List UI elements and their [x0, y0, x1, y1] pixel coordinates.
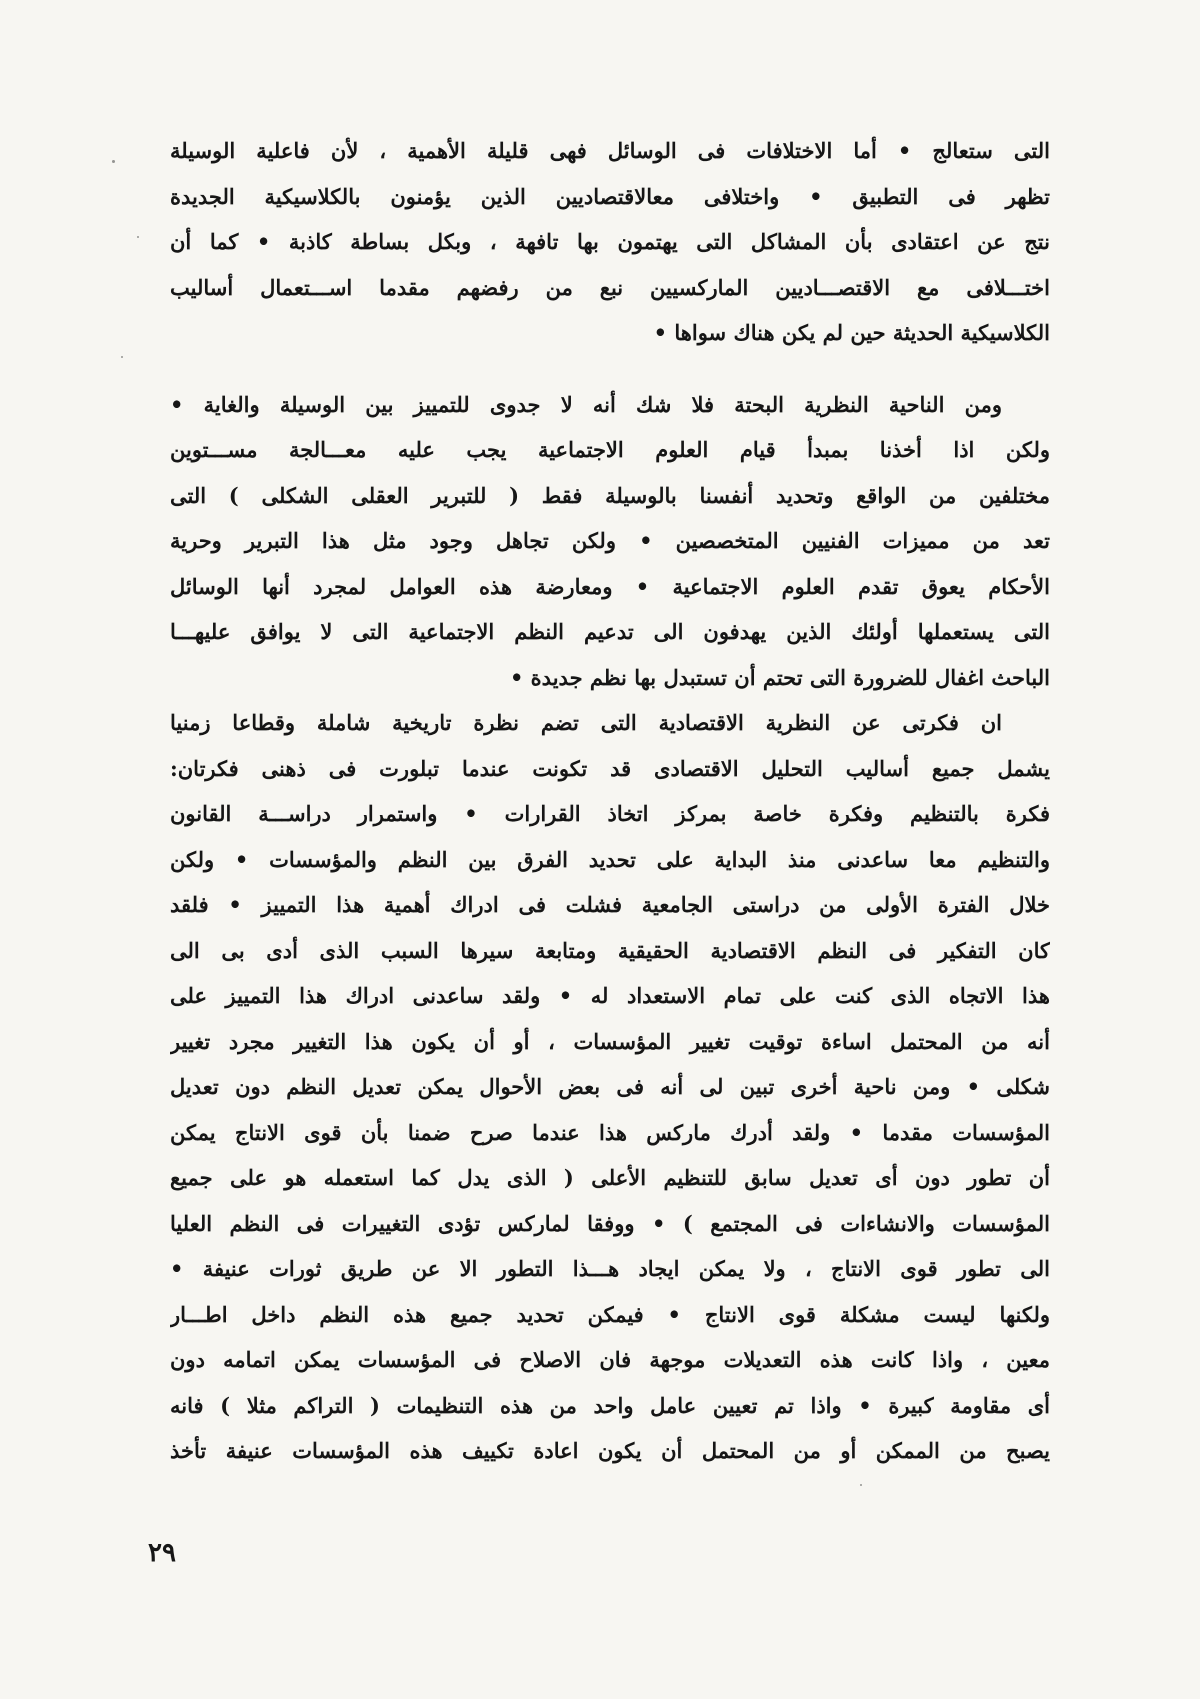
- text-line: شكلى • ومن ناحية أخرى تبين لى أنه فى بعض الأحوال يمكن تعديل النظم دون تعديل: [170, 1074, 1050, 1099]
- page-number: ٢٩: [148, 1538, 176, 1568]
- text-line: كان التفكير فى النظم الاقتصادية الحقيقية ومتابعة سيرها السبب الذى أدى بى الى: [170, 937, 1050, 963]
- scan-speck: [860, 1484, 862, 1486]
- text-line: ان فكرتى عن النظرية الاقتصادية التى تضم نظرة تاريخية شاملة وقطاعا زمنيا: [170, 710, 1002, 735]
- text-line: يصبح من الممكن أو من المحتمل أن يكون اعادة تكييف هذه المؤسسات عنيفة تأخذ: [170, 1438, 1050, 1463]
- text-line: اختـــلافى مع الاقتصـــاديين الماركسيين نبع من رفضهم مقدما اســـتعمال أساليب: [170, 274, 1050, 300]
- text-line: مختلفين من الواقع وتحديد أنفسنا بالوسيلة فقط ( للتبرير العقلى الشكلى ) التى: [170, 482, 1050, 508]
- text-line: تعد من مميزات الفنيين المتخصصين • ولكن تجاهل وجود مثل هذا التبرير وحرية: [170, 528, 1050, 553]
- paragraph-spacer: [170, 356, 1050, 382]
- text-line: ولكنها ليست مشكلة قوى الانتاج • فيمكن تحديد جميع هذه النظم داخل اطـــار: [170, 1301, 1050, 1327]
- text-line: نتج عن اعتقادى بأن المشاكل التى يهتمون بها تافهة ، وبكل بساطة كاذبة • كما أن: [170, 229, 1050, 254]
- paragraph-1: [170, 128, 1050, 356]
- scan-speck: [121, 356, 123, 358]
- paragraph-3: [170, 700, 1050, 1474]
- text-line: الى تطور قوى الانتاج ، ولا يمكن ايجاد هـــذا التطور الا عن طريق ثورات عنيفة •: [170, 1256, 1050, 1281]
- text-line: المؤسسات مقدما • ولقد أدرك ماركس هذا عندما صرح ضمنا بأن قوى الانتاج يمكن: [170, 1119, 1050, 1145]
- text-line: أى مقاومة كبيرة • واذا تم تعيين عامل واحد من هذه التنظيمات ( التراكم مثلا ) فانه: [170, 1392, 1050, 1418]
- text-line: ولكن اذا أخذنا بمبدأ قيام العلوم الاجتماعية يجب عليه معـــالجة مســـتوين: [170, 437, 1050, 462]
- text-line: التى يستعملها أولئك الذين يهدفون الى تدعيم النظم الاجتماعية التى لا يوافق عليهـــا: [170, 619, 1050, 644]
- scan-speck: [112, 160, 115, 163]
- text-line: فكرة بالتنظيم وفكرة خاصة بمركز اتخاذ القرارات • واستمرار دراســـة القانون: [170, 801, 1050, 826]
- text-line: معين ، واذا كانت هذه التعديلات موجهة فان الاصلاح فى المؤسسات يمكن اتمامه دون: [170, 1347, 1050, 1372]
- scan-speck: [137, 236, 139, 238]
- text-line: الأحكام يعوق تقدم العلوم الاجتماعية • ومعارضة هذه العوامل لمجرد أنها الوسائل: [170, 573, 1050, 599]
- text-line: أن تطور دون أى تعديل سابق للتنظيم الأعلى ( الذى يدل كما استعمله هو على جميع: [170, 1165, 1050, 1190]
- body-text: [170, 128, 1050, 1474]
- text-line: أنه من المحتمل اساءة توقيت تغيير المؤسسات ، أو أن يكون هذا التغيير مجرد تغيير: [170, 1028, 1050, 1054]
- text-line: يشمل جميع أساليب التحليل الاقتصادى قد تكونت عندما تبلورت فى ذهنى فكرتان:: [170, 755, 1050, 781]
- paragraph-2: [170, 382, 1050, 701]
- text-line: التى ستعالج • أما الاختلافات فى الوسائل فهى قليلة الأهمية ، لأن فاعلية الوسيلة: [170, 138, 1050, 163]
- text-line: ومن الناحية النظرية البحتة فلا شك أنه لا جدوى للتمييز بين الوسيلة والغاية •: [170, 391, 1002, 417]
- text-line: تظهر فى التطبيق • واختلافى معالاقتصاديين الذين يؤمنون بالكلاسيكية الجديدة: [170, 183, 1050, 209]
- text-line: الباحث اغفال للضرورة التى تحتم أن تستبدل بها نظم جديدة •: [509, 664, 1050, 690]
- text-line: الكلاسيكية الحديثة حين لم يكن هناك سواها •: [653, 320, 1050, 345]
- text-line: خلال الفترة الأولى من دراستى الجامعية فشلت فى ادراك أهمية هذا التمييز • فلقد: [170, 892, 1050, 917]
- text-line: هذا الاتجاه الذى كنت على تمام الاستعداد له • ولقد ساعدنى ادراك هذا التمييز على: [170, 983, 1050, 1008]
- text-line: والتنظيم معا ساعدنى منذ البداية على تحديد الفرق بين النظم والمؤسسات • ولكن: [170, 846, 1050, 872]
- text-line: المؤسسات والانشاءات فى المجتمع ) • ووفقا لماركس تؤدى التغييرات فى النظم العليا: [170, 1210, 1050, 1236]
